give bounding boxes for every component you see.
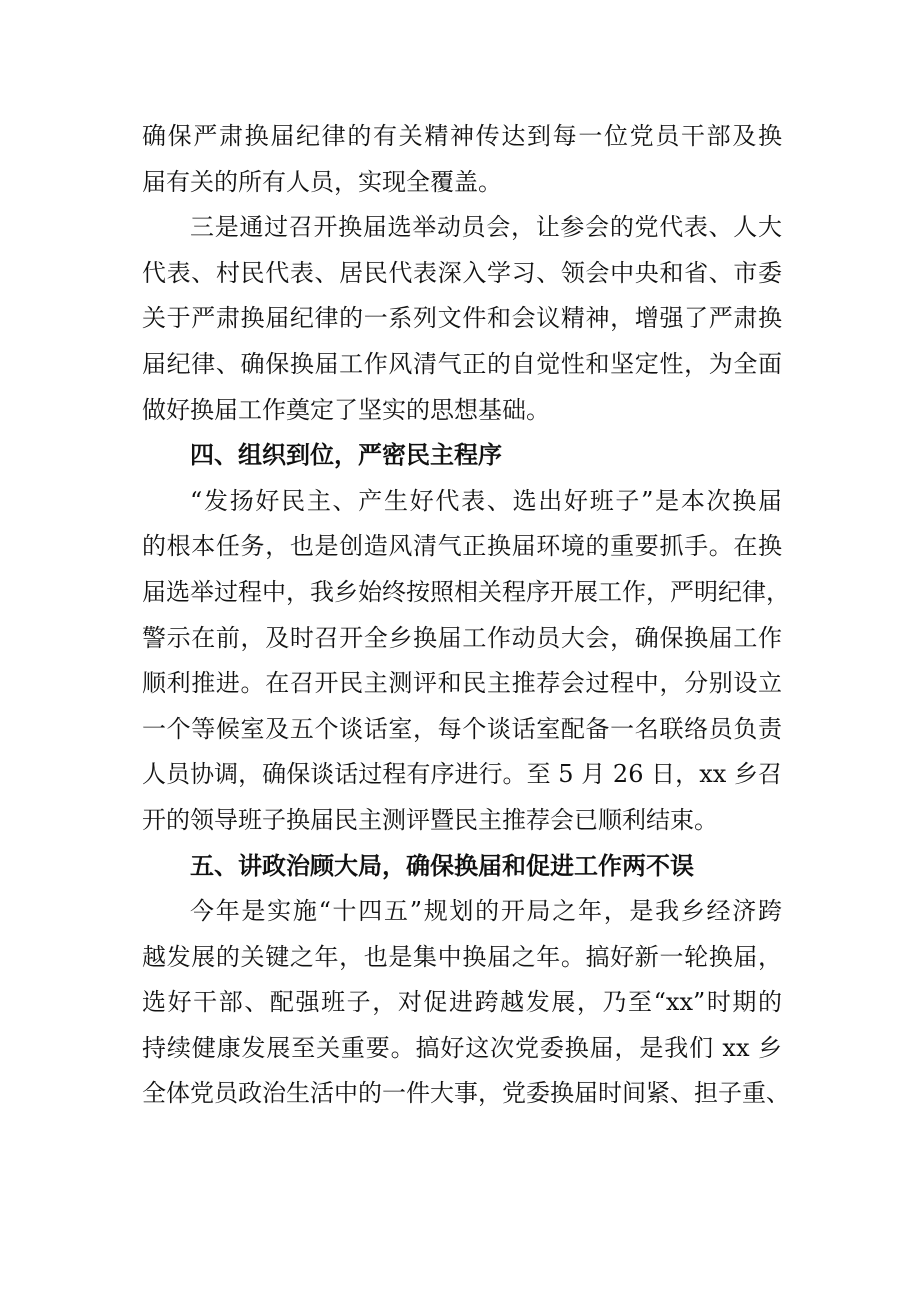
text-line: 做好换届工作奠定了坚实的思想基础。	[142, 395, 550, 424]
text-line: 顺利推进。在召开民主测评和民主推荐会过程中，分别设立	[142, 669, 782, 698]
text-line: 今年是实施“十四五”规划的开局之年，是我乡经济跨	[190, 897, 782, 926]
text-line: 警示在前，及时召开全乡换届工作动员大会，确保换届工作	[142, 623, 782, 652]
text-line: 届有关的所有人员，实现全覆盖。	[142, 167, 502, 196]
text-line: 关于严肃换届纪律的一系列文件和会议精神，增强了严肃换	[142, 304, 782, 333]
text-line: 一个等候室及五个谈话室，每个谈话室配备一名联络员负责	[142, 714, 782, 743]
document-body	[142, 114, 790, 1117]
text-line: 的根本任务，也是创造风清气正换届环境的重要抓手。在换	[142, 532, 782, 561]
text-line: 人员协调，确保谈话过程有序进行。至 5 月 26 日，xx 乡召	[142, 760, 782, 789]
paragraph-mobilization-meeting	[142, 205, 782, 433]
paragraph-democratic-procedure	[142, 479, 790, 844]
text-line: 代表、村民代表、居民代表深入学习、领会中央和省、市委	[142, 258, 782, 287]
text-line: 届纪律、确保换届工作风清气正的自觉性和坚定性，为全面	[142, 349, 782, 378]
text-line: 确保严肃换届纪律的有关精神传达到每一位党员干部及换	[142, 122, 782, 150]
text-line: 三是通过召开换届选举动员会，让参会的党代表、人大	[190, 213, 782, 242]
text-line: 届选举过程中，我乡始终按照相关程序开展工作，严明纪律，	[142, 577, 790, 606]
paragraph-political-overall	[142, 889, 790, 1117]
text-line: 开的领导班子换届民主测评暨民主推荐会已顺利结束。	[142, 805, 718, 834]
text-line: 全体党员政治生活中的一件大事，党委换届时间紧、担子重、	[142, 1079, 790, 1108]
section-heading-four: 四、组织到位，严密民主程序	[190, 441, 502, 470]
section-heading-five: 五、讲政治顾大局，确保换届和促进工作两不误	[190, 851, 694, 880]
text-line: 选好干部、配强班子，对促进跨越发展，乃至“xx”时期的	[142, 988, 782, 1017]
text-line: 持续健康发展至关重要。搞好这次党委换届，是我们 xx 乡	[142, 1033, 782, 1062]
text-line: “发扬好民主、产生好代表、选出好班子”是本次换届	[190, 486, 782, 515]
text-line: 越发展的关键之年，也是集中换届之年。搞好新一轮换届，	[142, 942, 782, 971]
paragraph-continuation	[142, 114, 782, 205]
